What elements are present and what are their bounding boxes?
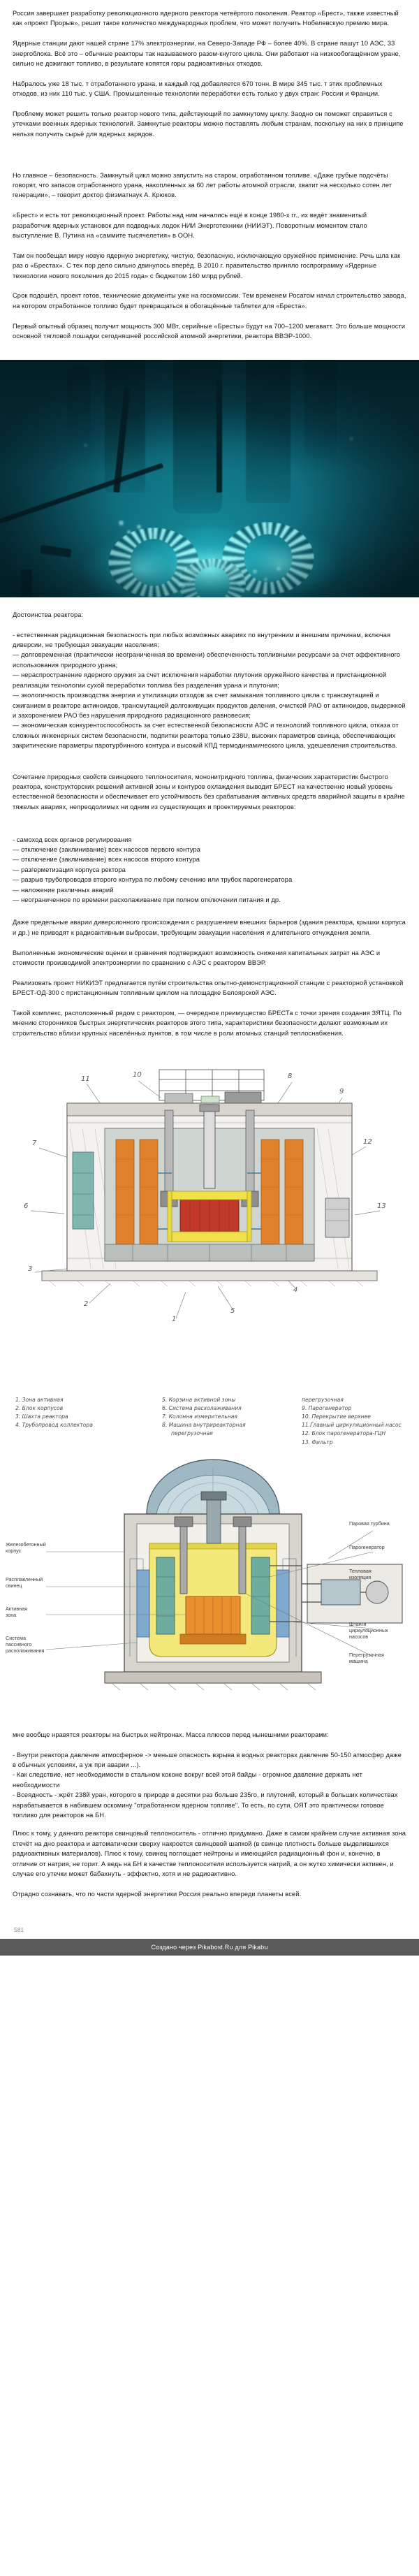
advantage-item: - естественная радиационная безопасность при любых возможных авариях по внутренним и внешним причинам, включая диверсии, не требующая эвакуации населения; xyxy=(13,631,391,649)
paragraph: Но главное – безопасность. Замкнутый цикл можно запустить на старом, отработанном топливе. «Даже грубые подсчёты говорят, что запасов отработанного урана, накопленных за 60 лет работы атомной отрасли, хватит на несколько сотен лет генерации», – говорит доктор физматнаук А. Крюков. xyxy=(13,171,392,199)
callout-number: 3 xyxy=(28,1265,33,1273)
core-basket-top xyxy=(172,1191,247,1200)
paragraph-gap xyxy=(13,1820,406,1828)
mid-text-block xyxy=(0,170,419,342)
combination-block xyxy=(0,772,419,813)
schematic-label: машина xyxy=(349,1657,368,1664)
measuring-column-head xyxy=(200,1105,219,1112)
advantages-heading: Достоинства реактора: xyxy=(13,611,84,618)
watermark-footer xyxy=(0,1939,419,1956)
filter-unit xyxy=(325,1198,349,1237)
paragraph: мне вообще нравятся реакторы на быстрых нейтронах. Масса плюсов перед нынешними реакторами: xyxy=(13,1731,329,1738)
accident-item: — наложение различных аварий xyxy=(13,886,114,894)
legend-spacer xyxy=(162,1439,302,1447)
core-basket-side xyxy=(247,1191,251,1242)
accident-item: — неограниченное по времени расхолаживание при полном отключении питания и др. xyxy=(13,896,281,903)
post-list-block xyxy=(0,917,419,1038)
pre-diagram-gap xyxy=(0,1049,419,1061)
top-spacer xyxy=(0,0,419,8)
advantage-item: — долговременная (практически неограниченная во времени) обеспеченность топливными ресурсами за счет эффективного использования природного урана; xyxy=(13,651,401,669)
paragraph: Отрадно сознавать, что по части ядерной энергетики Россия реально впереди планеты всей. xyxy=(13,1890,302,1898)
closing-text-block xyxy=(0,1730,419,1899)
foundation-slab xyxy=(42,1271,377,1281)
advantage-item: — экологичность производства энергии и утилизации отходов за счет замыкания топливного цикла с трансмутацией и сжиганием в реакторе актиноидов, трансмутацией долгоживущих продуктов деления, очисткой РАО от актиноидов, выдержкой и захоронением РАО без нарушения природного радиационного равновесия; xyxy=(13,692,406,719)
callout-number: 7 xyxy=(32,1139,37,1147)
paragraph: Первый опытный образец получит мощность 300 МВт, серийные «Бресты» будут на 700–1200 мегаватт. Это больше мощности основной тягловой лошадки сегодняшней российской атомной энергетики, реактора ВВЭР-1000. xyxy=(13,322,406,340)
schematic-label: Паровая турбина xyxy=(349,1520,390,1527)
legend-item: 10. Перекрытие верхнее xyxy=(302,1413,371,1420)
watermark-text: Создано через Pikabost.Ru для Pikabu xyxy=(151,1943,268,1951)
schematic-label: Активная xyxy=(6,1605,28,1612)
callout-number: 5 xyxy=(230,1307,235,1315)
core-support xyxy=(180,1634,246,1644)
passive-cooling-channel xyxy=(277,1570,289,1637)
paragraph: - Как следствие, нет необходимости в стальном коконе вокруг всей этой байды - огромное давление держать нет необходимости xyxy=(13,1771,362,1789)
schematic-label: Тепловая xyxy=(349,1567,372,1574)
schematic-label: изоляция xyxy=(349,1573,372,1580)
diagram-legend xyxy=(0,1393,419,1447)
post-photo-gap xyxy=(0,597,419,610)
accident-item: — разгерметизация корпуса ректора xyxy=(13,866,126,873)
accident-item: — отключение (заклинивание) всех насосов первого контура xyxy=(13,845,200,853)
reactor-cutaway-drawing xyxy=(0,1061,419,1393)
callout-number: 12 xyxy=(363,1137,372,1146)
service-platform xyxy=(165,1093,193,1103)
schematic-label: Система xyxy=(6,1634,26,1641)
reactor-colour-schematic-svg xyxy=(0,1447,419,1726)
legend-item: 8. Машина внутриреакторная xyxy=(162,1422,246,1429)
advantage-item: — нераспространение ядерного оружия за счет исключения наработки плутония оружейного качества и пристанционной реализации технологии сухой переработки топлива без разделения урана и плутония; xyxy=(13,671,387,689)
lead-surface xyxy=(149,1543,277,1549)
callout-number: 4 xyxy=(293,1286,298,1294)
paragraph: Проблему может решить только реактор нового типа, действующий по замкнутому циклу. Заодно он поможет справиться с утечками военных ядерных технологий. Замкнутые реакторы можно поставлять любым странам, поскольку на них в принципе нельзя получить сырьё для ядерных зарядов. xyxy=(13,110,404,138)
core-basket-bottom xyxy=(172,1232,247,1242)
callout-number: 9 xyxy=(339,1087,344,1096)
reactor-cutaway-svg xyxy=(0,1061,419,1390)
advantages-block xyxy=(0,610,419,751)
callout-number: 13 xyxy=(377,1202,386,1210)
paragraph: «Брест» и есть тот революционный проект. Работы над ним начались ещё в конце 1980-х гг., их ведёт знаменитый разработчик ядерных установок для подводных лодок НИИ Энерготехники (НИИЭТ). Поворотным моментом стало выступление В. Путина на «саммите тысячелетия» в ООН. xyxy=(13,212,367,240)
paragraph: Такой комплекс, расположенный рядом с реактором, — очередное преимущество БРЕСТа с точки зрения создания ЗЯТЦ. По мнению сторонников быстрых энергетических реакторов этого типа, характеристики безопасности делают возможным их строительство вблизи крупных населённых пунктов, в том числе в роли атомных станций теплоснабжения. xyxy=(13,1010,402,1037)
paragraph: Срок подошёл, проект готов, технические документы уже на госкомиссии. Тем временем Росатом начал строительство завода, на котором отработанное топливо будет превращаться в обогащённые таблетки для «Бреста». xyxy=(13,292,406,310)
refuelling-machine-head xyxy=(201,1492,226,1500)
schematic-label: Перегрузочная xyxy=(349,1651,384,1658)
legend-item: 5. Корзина активной зоны xyxy=(162,1396,236,1403)
pre-footer-gap xyxy=(0,1909,419,1926)
schematic-label: Парогенератор xyxy=(349,1543,385,1550)
steam-turbine xyxy=(321,1580,360,1605)
paragraph: Сочетание природных свойств свинцового теплоносителя, мононитридного топлива, физических характеристик быстрого реактора, конструкторских решений активной зоны и контуров охлаждения выводит БРЕСТ на качественно новый уровень естественной безопасности и обеспечивает его устойчивость без срабатывания активных средств аварийной защиты в крайне тяжелых авариях, непреодолимых ни одним из существующих и проектируемых реакторов: xyxy=(13,773,405,810)
generator xyxy=(366,1581,388,1603)
pump-drive-head xyxy=(233,1517,251,1527)
schematic-label: пассивного xyxy=(6,1640,32,1647)
circulation-pump-shaft xyxy=(180,1525,187,1594)
accident-item: - самоход всех органов регулирования xyxy=(13,836,132,843)
callout-number: 2 xyxy=(84,1300,89,1308)
reactor-colour-schematic xyxy=(0,1447,419,1730)
steam-generator xyxy=(156,1557,175,1634)
legend-item: 6. Система расхолаживания xyxy=(162,1404,242,1411)
legend-item: 11.Главный циркуляционный насос xyxy=(302,1422,402,1429)
legend-item: 4. Трубопровод коллектора xyxy=(15,1422,93,1429)
section-gap xyxy=(0,751,419,772)
refuelling-machine xyxy=(207,1497,221,1543)
advantage-item: — экономическая конкурентоспособность за счет естественной безопасности АЭС и технологий топливного цикла, отказа от сложных инженерных систем безопасности, подпитки реактора только 238U, высоких параметров свинца, обеспечивающих закритические параметры паротурбинного контура и высокий КПД термодинамического цикла, удешевления строительства. xyxy=(13,722,399,750)
refuelling-machine-body xyxy=(225,1092,261,1103)
schematic-label: Железобетонный xyxy=(6,1541,46,1548)
legend-item: 3. Шахта реактора xyxy=(15,1413,68,1420)
paragraph: Там он пообещал миру новую ядерную энергетику, чистую, безопасную, исключающую оружейное применение. Речь шла как раз о «Брестах». С тех пор дело сильно двинулось вперёд. В 2010 г. правительство приняло госпрограмму «Ядерные технологии нового поколения до 2015 года» с бюджетом 160 млрд рублей. xyxy=(13,252,401,279)
legend-item: 13. Фильтр xyxy=(302,1439,333,1446)
legend-item: перегрузочная xyxy=(302,1396,344,1403)
paragraph: Ядерные станции дают нашей стране 17% электроэнергии, на Северо-Западе РФ – более 40%. В стране пашут 10 АЭС, 33 энергоблока. Всё это – обычные реакторы так называемого разом-кнутого цикла. Они работают на низкообогащённом уране, сильно не дожигают топливо, в результате копятся горы радиоактивных отходов. xyxy=(13,40,401,68)
schematic-label: насосов xyxy=(349,1633,369,1640)
legend-item: 1. Зона активная xyxy=(15,1396,64,1403)
schematic-label: свинец xyxy=(6,1582,22,1589)
legend-item: 12. Блок парогенератора-ГЦН xyxy=(302,1430,386,1437)
legend-item: 2. Блок корпусов xyxy=(15,1404,64,1411)
callout-number: 6 xyxy=(24,1202,29,1210)
cherenkov-reactor-pool-photo xyxy=(0,360,419,597)
paragraph: Россия завершает разработку революционного ядерного реактора четвёртого поколения. Реактор «Брест», также известный как «проект Прорыв», решит такое количество международных проблем, что может получить Нобелевскую премию мира. xyxy=(13,10,399,27)
schematic-label: Расплавленный xyxy=(6,1576,43,1582)
section-gap xyxy=(0,150,419,170)
accident-item: — отключение (заклинивание) всех насосов второго контура xyxy=(13,856,200,864)
measuring-column xyxy=(204,1105,215,1188)
schematic-label: расхолаживания xyxy=(6,1647,45,1654)
circulation-pump-shaft xyxy=(239,1525,246,1594)
paragraph: - Всеядность - жрёт 238й уран, которого в природе в десятки раз больше 235го, и плутоний, который в больших количествах нарабатывается в набившем оскомину "отработанном ядерном топливе". То есть, по сути, ОЯТ это практически готовое топливо для реакторов на БН. xyxy=(13,1791,398,1819)
paragraph: Реализовать проект НИКИЭТ предлагается путём строительства опытно-демонстрационной станции с реакторной установкой БРЕСТ-ОД-300 с пристанционным топливным циклом на площадке Белоярской АЭС. xyxy=(13,979,404,997)
pre-photo-gap xyxy=(0,351,419,360)
callout-number: 8 xyxy=(288,1072,293,1080)
callout-number: 1 xyxy=(172,1315,177,1323)
legend-item: 9. Парогенератор xyxy=(302,1404,352,1411)
schematic-label: зона xyxy=(6,1611,17,1618)
paragraph: Выполненные экономические оценки и сравнения подтверждают возможность снижения капитальных затрат на АЭС и стоимости производимой электроэнергии по сравнению с АЭС с реактором ВВЭР. xyxy=(13,949,381,966)
callout-number: 11 xyxy=(81,1075,90,1083)
accident-item: — разрыв трубопроводов второго контура по любому сечению или трубок парогенератора xyxy=(13,876,293,884)
hall-module xyxy=(201,1096,219,1103)
paragraph: Даже предельные аварии диверсионного происхождения с разрушением внешних барьеров (здания реактора, крышки корпуса и др.) не приводят к радиоактивным выбросам, требующим эвакуации населения и длительного отчуждения земли. xyxy=(13,919,406,936)
callout-number: 10 xyxy=(133,1070,142,1079)
schematic-label: корпус xyxy=(6,1547,22,1554)
legend-spacer xyxy=(15,1429,162,1438)
paragraph: Плюс к тому, у данного реактора свинцовый теплоноситель - отлично придумано. Даже в самом крайнем случае активная зона стечёт на дно реактора и автоматически сверху накроется свинцовой шапкой (в свинце плотность больше выделившихся радиоактивных материалов). Плюс к тому, свинец поглощает нейтроны и имеющийся радиационный фон и, конечно, в отличие от натрия, не горит. А ведь на БН в качестве теплоносителя используется натрий, а он жутко химически активен, и случае его утечки может бабахнуть - эффектно, хотя и не радиоактивно. xyxy=(13,1830,406,1878)
section-gap xyxy=(0,822,419,835)
foundation xyxy=(105,1672,321,1683)
schematic-label: циркуляционных xyxy=(349,1627,388,1633)
schematic-label: Штанги xyxy=(349,1620,367,1627)
post-id: 581 xyxy=(14,1926,24,1933)
legend-spacer xyxy=(15,1439,162,1447)
core-basket-side xyxy=(168,1191,172,1242)
passive-cooling-channel xyxy=(137,1570,149,1637)
legend-item: 7. Колонна измерительная xyxy=(162,1413,237,1420)
steam-generator xyxy=(251,1557,270,1634)
pump-drive-head xyxy=(175,1517,193,1527)
accident-list-block xyxy=(0,835,419,905)
section-gap xyxy=(0,905,419,917)
paragraph: Набралось уже 18 тыс. т отработанного урана, и каждый год добавляется 670 тонн. В мире 345 тыс. т этих проблемных отходов, из них 110 тыс. у США. Промышленные технологии переработки есть только у двух стран: России и Франции. xyxy=(13,80,383,98)
photo-vignette xyxy=(0,360,419,597)
legend-item: перегрузочная xyxy=(171,1430,213,1437)
passive-cooling-system xyxy=(73,1152,94,1229)
paragraph: - Внутри реактора давление атмосферное -> меньше опасность взрыва в водных реакторах давление 50-150 атмосфер даже в обычных условиях, а уж при аварии ...). xyxy=(13,1751,402,1769)
intro-text-block xyxy=(0,8,419,139)
